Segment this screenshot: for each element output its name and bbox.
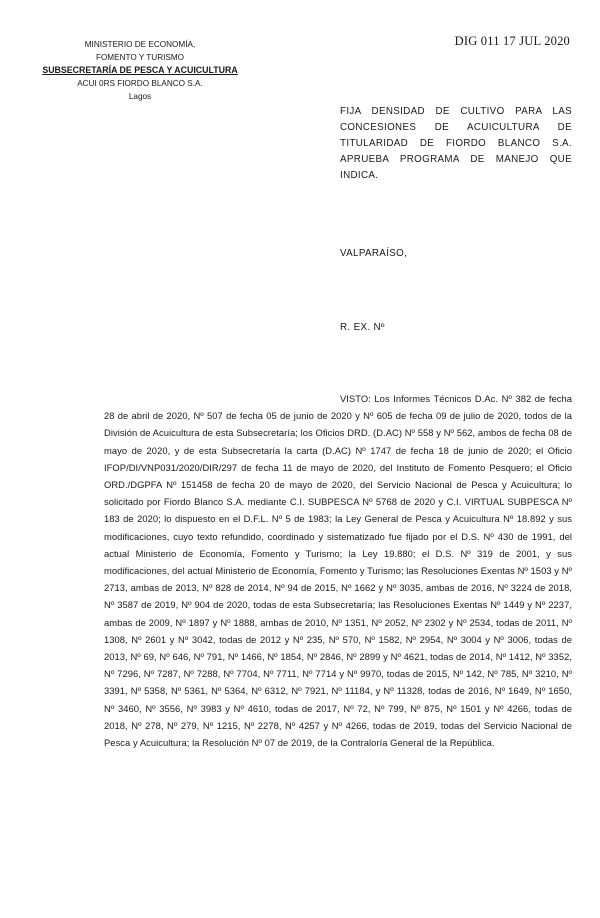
visto-paragraph	[104, 390, 572, 751]
letterhead	[40, 38, 240, 103]
ministry-line-2: FOMENTO Y TURISMO	[95, 53, 185, 62]
resolution-number-label: R. EX. Nº	[340, 322, 385, 333]
visto-label: VISTO:	[340, 393, 371, 404]
document-code-stamp: DIG 011 17 JUL 2020	[454, 34, 570, 48]
city-name: Lagos	[128, 92, 152, 101]
place-line: VALPARAÍSO,	[340, 248, 408, 259]
company-name: ACUI 0RS FIORDO BLANCO S.A.	[77, 79, 203, 88]
ministry-line-1: MINISTERIO DE ECONOMÍA,	[84, 40, 196, 49]
resolution-summary: FIJA DENSIDAD DE CULTIVO PARA LAS CONCESIONES DE ACUICULTURA DE TITULARIDAD DE FIORDO BLANCO S.A. APRUEBA PROGRAMA DE MANEJO QUE INDICA.	[340, 106, 572, 181]
subsecretaria-name: SUBSECRETARÍA DE PESCA Y ACUICULTURA	[42, 65, 238, 75]
visto-text: Los Informes Técnicos D.Ac. Nº 382 de fecha 28 de abril de 2020, Nº 507 de fecha 05 de junio de 2020 y Nº 605 de fecha 09 de julio de 2020, todos de la División de Acuicultura de esta Subsecretaría; los Oficios DRD. (D.AC) Nº 558 y Nº 562, ambos de fecha 08 de mayo de 2020, y de esta Subsecretaría la carta (D.AC) Nº 1747 de fecha 18 de junio de 2020; el Oficio IFOP/DI/VNP031/2020/DIR/297 de fecha 11 de mayo de 2020, del Instituto de Fomento Pesquero; el Oficio ORD./DGPFA Nº 151458 de fecha 20 de mayo de 2020, del Servicio Nacional de Pesca y Acuicultura; lo solicitado por Fiordo Blanco S.A. mediante C.I. SUBPESCA Nº 5768 de 2020 y C.I. VIRTUAL SUBPESCA Nº 183 de 2020; lo dispuesto en el D.F.L. Nº 5 de 1983; la Ley General de Pesca y Acuicultura Nº 18.892 y sus modificaciones, cuyo texto refundido, coordinado y sistematizado fue fijado por el D.S. Nº 430 de 1991, del actual Ministerio de Economía, Fomento y Turismo; la Ley 19.880; el D.S. Nº 319 de 2001, y sus modificaciones, del actual Ministerio de Economía, Fomento y Turismo; las Resoluciones Exentas Nº 1503 y Nº 2713, ambas de 2013, Nº 828 de 2014, Nº 94 de 2015, Nº 1662 y Nº 3035, ambas de 2016, Nº 3224 de 2018, Nº 3587 de 2019, Nº 904 de 2020, todas de esta Subsecretaría; las Resoluciones Exentas Nº 1449 y Nº 2237, ambas de 2009, Nº 1897 y Nº 1888, ambas de 2010, Nº 1351, Nº 2052, Nº 2302 y Nº 2534, todas de 2011, Nº 1308, Nº 2601 y Nº 3042, todas de 2012 y Nº 235, Nº 570, Nº 1582, Nº 2954, Nº 3004 y Nº 3006, todas de 2013, Nº 69, Nº 646, Nº 791, Nº 1466, Nº 1854, Nº 2846, Nº 2899 y Nº 4621, todas de 2014, Nº 1412, Nº 3352, Nº 7296, Nº 7287, Nº 7288, Nº 7704, Nº 7711, Nº 7714 y Nº 9970, todas de 2015, Nº 142, Nº 785, Nº 3210, Nº 3391, Nº 5358, Nº 5361, Nº 5364, Nº 6312, Nº 7921, Nº 11184, y Nº 11328, todas de 2016, Nº 1649, Nº 1650, Nº 3460, Nº 3556, Nº 3983 y Nº 4610, todas de 2017, Nº 72, Nº 799, Nº 875, Nº 1501 y Nº 4266, todas de 2018, Nº 278, Nº 279, Nº 1215, Nº 2278, Nº 4257 y Nº 4266, todas de 2019, todas del Servicio Nacional de Pesca y Acuicultura; la Resolución Nº 07 de 2019, de la Contraloría General de la República.	[104, 393, 573, 749]
